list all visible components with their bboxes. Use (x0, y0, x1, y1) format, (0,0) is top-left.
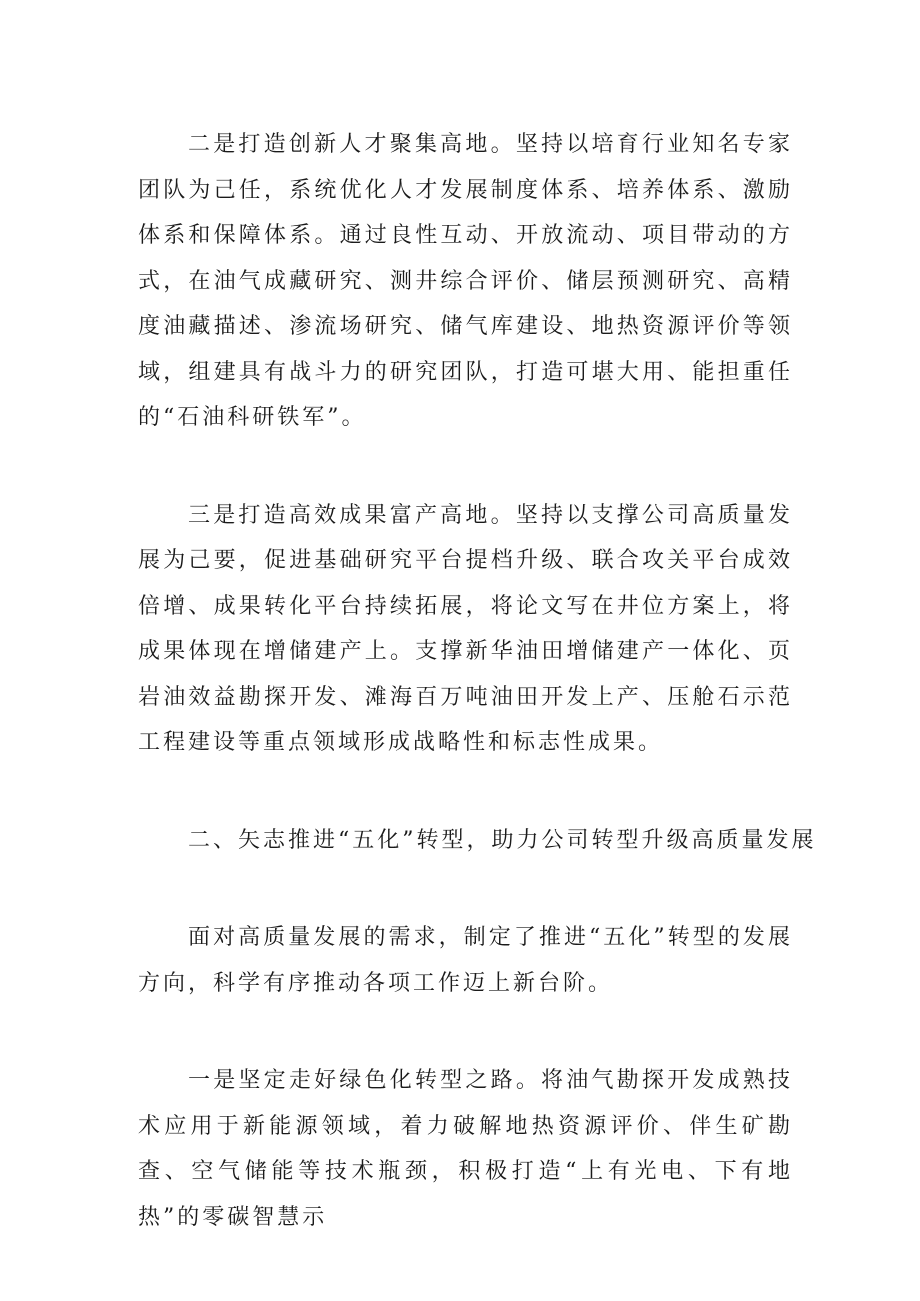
paragraph-spacer (138, 1006, 793, 1058)
paragraph-results-highland: 三是打造高效成果富产高地。坚持以支撑公司高质量发展为己要，促进基础研究平台提档升级、联合攻关平台成效倍增、成果转化平台持续拓展，将论文写在井位方案上，将成果体现在增储建产上。支撑新华油田增储建产一体化、页岩油效益勘探开发、滩海百万吨油田开发上产、压舱石示范工程建设等重点领域形成战略性和标志性成果。 (138, 502, 793, 755)
paragraph-development-needs: 面对高质量发展的需求，制定了推进“五化”转型的发展方向，科学有序推动各项工作迈上新台阶。 (138, 925, 793, 996)
section-heading: 二、矢志推进“五化”转型，助力公司转型升级高质量发展 (188, 827, 817, 853)
paragraph-spacer (138, 766, 793, 818)
paragraph-talent-highland: 二是打造创新人才聚集高地。坚持以培育行业知名专家团队为己任，系统优化人才发展制度体系、培养体系、激励体系和保障体系。通过良性互动、开放流动、项目带动的方式，在油气成藏研究、测井综合评价、储层预测研究、高精度油藏描述、渗流场研究、储气库建设、地热资源评价等领域，组建具有战斗力的研究团队，打造可堪大用、能担重任的“石油科研铁军”。 (138, 132, 793, 430)
document-body (138, 122, 817, 1240)
paragraph-spacer (138, 863, 793, 915)
paragraph-spacer (138, 441, 793, 493)
paragraph-green-transformation: 一是坚定走好绿色化转型之路。将油气勘探开发成熟技术应用于新能源领域，着力破解地热资源评价、伴生矿勘查、空气储能等技术瓶颈，积极打造“上有光电、下有地热”的零碳智慧示 (138, 1068, 793, 1230)
